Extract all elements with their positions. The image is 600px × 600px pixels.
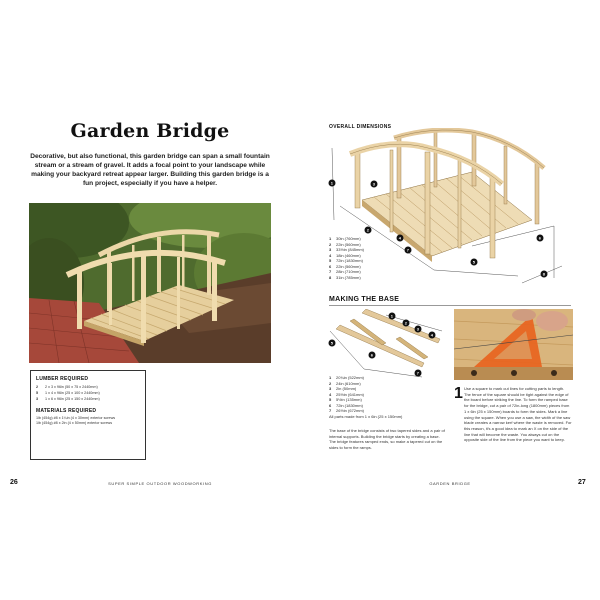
materials-heading: MATERIALS REQUIRED: [36, 408, 97, 414]
lumber-item: 5 1 x 4 x 96in (25 x 100 x 2440mm): [36, 391, 100, 395]
dimension-row: 4 25½in (641mm): [329, 391, 365, 397]
svg-text:3: 3: [372, 181, 376, 187]
lumber-item: 3 1 x 6 x 96in (25 x 150 x 2440mm): [36, 397, 100, 401]
marking-square-photo: [454, 309, 573, 380]
svg-text:5: 5: [330, 340, 334, 346]
svg-text:3: 3: [416, 326, 420, 332]
dimension-row: 3 2in (50mm): [329, 386, 357, 391]
dimension-row: 5 72in (1830mm): [329, 258, 363, 263]
dimension-row: 1 20¾in (522mm): [329, 375, 365, 380]
section-divider: [329, 305, 571, 306]
svg-text:7: 7: [416, 370, 420, 376]
material-item: 1lb (454g) #8 x 2in (4 x 50mm) exterior screws: [36, 421, 113, 426]
lumber-item: 2 2 x 3 x 96in (50 x 75 x 2440mm): [36, 385, 98, 389]
step-text: Use a square to mark cut lines for cutting parts to length. The fence of the square should be tight against the edge of the board before striking the line. To form the ramped base for the bridge, cut a pair of 72in-long (1800mm) pieces from 1 x 6in (25 x 150mm) boards to form the sides. Mark a line using the square. When you use a saw, the width of the saw blade creates a narrow kerf where the waste is removed. For this reason, it's a good idea to mark an X on the side of the line that will become the waste. You always cut on the opposite side of the line from the piece you want to keep.: [464, 386, 572, 443]
dimension-row: 7 26½in (672mm): [329, 408, 365, 413]
running-head-right: GARDEN BRIDGE: [429, 481, 471, 486]
dimension-row: 6 72in (1830mm): [329, 402, 363, 408]
svg-text:1: 1: [330, 180, 334, 186]
base-dimensions-list: [329, 375, 402, 419]
svg-text:4: 4: [398, 235, 402, 241]
svg-text:6: 6: [538, 235, 542, 241]
page-number-right: 27: [578, 479, 586, 486]
lumber-heading: LUMBER REQUIRED: [36, 376, 89, 382]
dimension-row: 4 18in (460mm): [329, 252, 361, 258]
page-title: Garden Bridge: [70, 120, 230, 142]
all-parts-note: All parts made from 1 x 6in (25 x 150mm): [329, 413, 403, 419]
overall-dimensions-label: OVERALL DIMENSIONS: [329, 124, 392, 130]
svg-text:6: 6: [370, 352, 374, 358]
garden-bridge-photo: [29, 203, 271, 363]
svg-text:2: 2: [404, 320, 408, 326]
dimension-row: 5 5½in (135mm): [329, 397, 362, 402]
intro-paragraph: Decorative, but also functional, this garden bridge can span a small fountain stream or a stream of gravel. It adds a focal point to your landscape while making your backyard retreat appear larger. Building this garden bridge is a fun project, especially if you have a helper.: [30, 153, 270, 187]
svg-text:2: 2: [366, 227, 370, 233]
base-paragraph: The base of the bridge consists of two tapered sides and a pair of internal supports. Building the bridge starts by creating a base. The bridge features ramped ends, so make a tapered cut on the sides to form the ramps.: [329, 428, 445, 451]
dimension-row: 2 24in (610mm): [329, 380, 361, 386]
dimension-row: 1 30in (760mm): [329, 236, 361, 241]
svg-text:4: 4: [430, 332, 434, 338]
dimension-row: 3 33½in (845mm): [329, 247, 365, 252]
dimension-row: 8 31in (785mm): [329, 274, 361, 280]
svg-text:1: 1: [390, 313, 394, 319]
overall-dimensions-list: [329, 236, 364, 280]
dimension-row: 7 28in (710mm): [329, 269, 361, 274]
step-number: 1: [454, 385, 463, 402]
dimension-row: 6 22in (560mm): [329, 263, 361, 269]
dimension-row: 2 22in (560mm): [329, 241, 361, 247]
running-head-left: SUPER SIMPLE OUTDOOR WOODWORKING: [108, 481, 212, 486]
materials-box: [30, 370, 146, 460]
svg-text:5: 5: [472, 259, 476, 265]
svg-text:8: 8: [542, 271, 546, 277]
svg-text:7: 7: [406, 247, 410, 253]
page-number-left: 26: [10, 479, 18, 486]
step-1: [454, 386, 572, 443]
base-diagram: [326, 309, 450, 384]
making-base-heading: MAKING THE BASE: [329, 296, 400, 303]
material-item: 1lb (454g) #8 x 1¼in (4 x 30mm) exterior screws: [36, 416, 116, 420]
